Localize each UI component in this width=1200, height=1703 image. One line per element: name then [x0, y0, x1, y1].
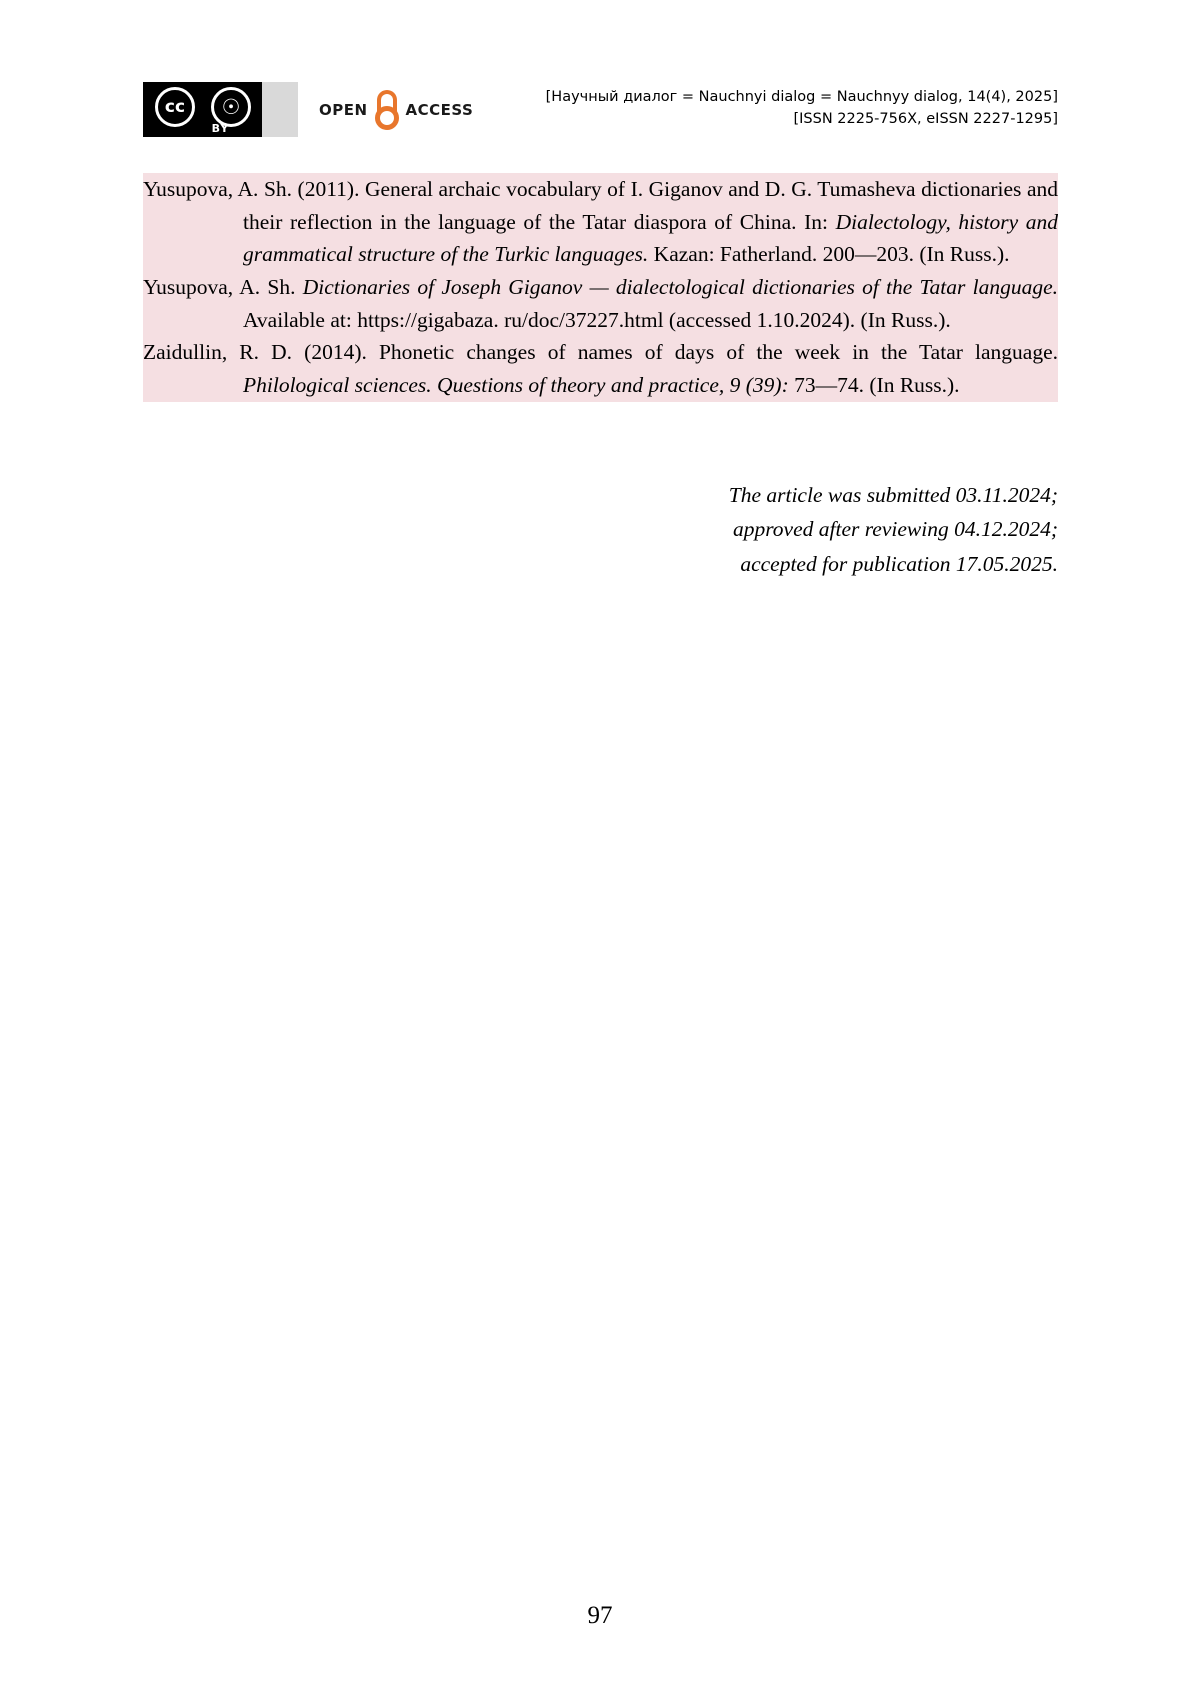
creative-commons-badge — [143, 82, 298, 137]
submitted-date: The article was submitted 03.11.2024; — [728, 483, 1058, 507]
reference-text: 73—74. (In Russ.). — [788, 373, 960, 398]
reference-text: Kazan: Fatherland. 200—203. (In Russ.). — [648, 242, 1010, 267]
journal-title-line: [Научный диалог = Nauchnyi dialog = Nauchnyy dialog, 14(4), 2025] — [545, 89, 1058, 105]
open-lock-icon — [373, 90, 401, 130]
journal-issn-line: [ISSN 2225-756X, eISSN 2227-1295] — [793, 111, 1058, 128]
reference-entry — [143, 173, 1058, 271]
cc-by-person-icon: ☉ — [211, 87, 251, 127]
reference-entry — [143, 336, 1058, 401]
cc-by-label: BY — [211, 122, 230, 135]
approved-date: approved after reviewing 04.12.2024; — [732, 517, 1058, 542]
reference-title-italic: Philological sciences. Questions of theory and practice, 9 (39): — [243, 373, 789, 398]
cc-icon: cc — [155, 87, 195, 127]
journal-info — [546, 86, 1058, 131]
open-access-logo — [319, 88, 473, 132]
open-access-suffix: ACCESS — [405, 101, 474, 119]
reference-text: Available at: https://gigabaza. ru/doc/37227.html (accessed 1.10.2024). (In Russ.). — [243, 307, 951, 332]
reference-list — [143, 173, 1058, 402]
page-header — [143, 82, 1058, 144]
reference-title-italic: Dictionaries of Joseph Giganov — dialectological dictionaries of the Tatar language. — [302, 275, 1058, 300]
page-number: 97 — [587, 1602, 613, 1629]
reference-title-italic: Dialectology, history and grammatical structure of the Turkic languages. — [243, 209, 1058, 267]
reference-entry — [143, 271, 1058, 336]
open-access-prefix: OPEN — [319, 101, 368, 119]
accepted-date: accepted for publication 17.05.2025. — [740, 551, 1058, 576]
reference-text: Yusupova, A. Sh. (2011). General archaic vocabulary of I. Giganov and D. G. Tumasheva dictionaries and their reflection in the language of the Tatar diaspora of China. In: — [143, 177, 1058, 234]
submission-dates — [598, 478, 1058, 581]
reference-text: Yusupova, A. Sh. — [143, 275, 303, 300]
reference-text: Zaidullin, R. D. (2014). Phonetic changes of names of days of the week in the Tatar language. — [143, 340, 1058, 365]
